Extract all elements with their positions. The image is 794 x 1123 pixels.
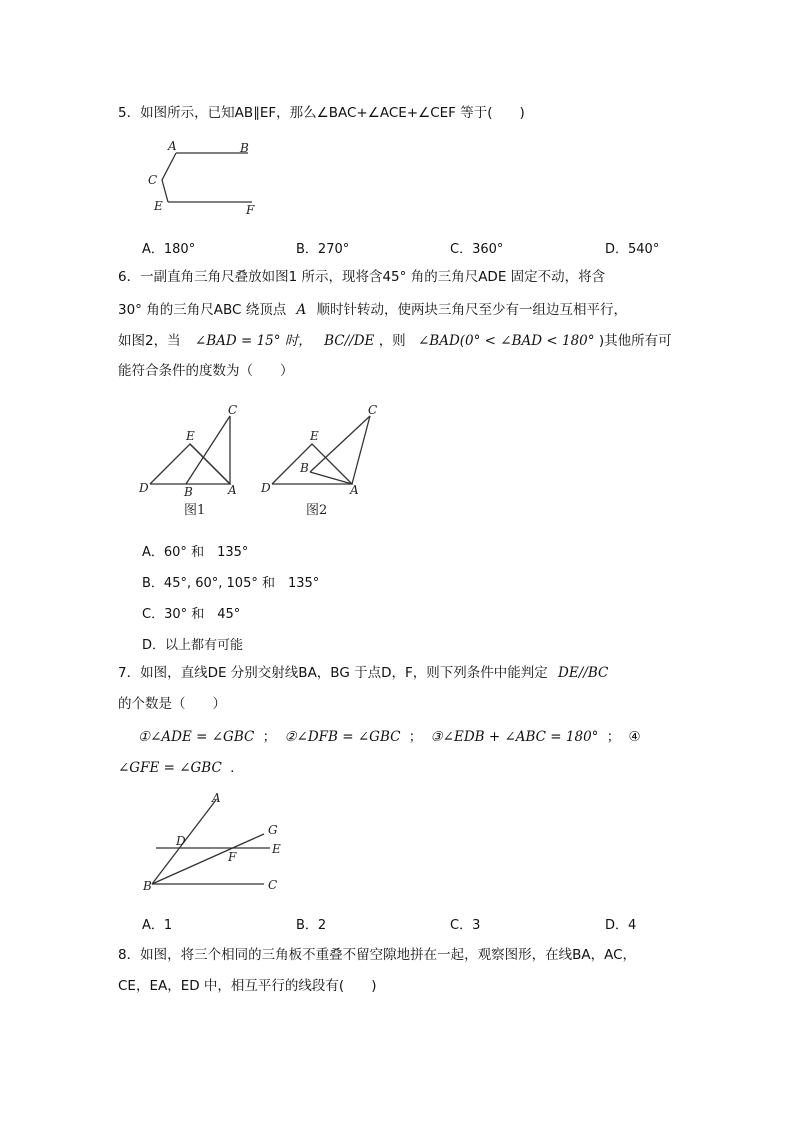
q6-line-3 — [118, 332, 672, 350]
q7-line-1 — [118, 664, 608, 682]
q5-stem: 5．如图所示，已知AB∥EF，那么∠BAC+∠ACE+∠CEF 等于( ) — [118, 105, 525, 121]
q6-line-2c: 顺时针转动，使两块三角尺至少有一组边互相平行， — [316, 302, 628, 318]
q6f1-label-d: D — [139, 481, 149, 495]
q7-figure — [138, 790, 298, 900]
q7-cond-4b: ∠GFE = ∠GBC — [118, 760, 222, 776]
q7-line-1a: 7．如图，直线DE 分别交射线BA，BG 于点D，F，则下列条件中能判定 — [118, 665, 548, 681]
q5-label-c: C — [148, 173, 158, 187]
q7-condition-4-cont — [118, 759, 234, 777]
q5-option-a: A．180° — [142, 242, 196, 257]
q6f2-label-a: A — [350, 483, 359, 497]
q6-figure-1 — [136, 400, 266, 520]
q7-period: . — [230, 760, 235, 776]
q7-cond-3: ③∠EDB + ∠ABC = 180° — [430, 729, 599, 745]
q6-line-3a: 如图2，当 — [118, 333, 181, 349]
q6-figure-2 — [258, 400, 388, 520]
q7-line-2: 的个数是（ ） — [118, 696, 226, 712]
q5-label-a: A — [168, 139, 177, 153]
q6-option-b: B．45°, 60°, 105° 和 135° — [142, 576, 320, 591]
q6f1-label-c: C — [228, 403, 238, 417]
q5-label-e: E — [154, 199, 163, 213]
q6f2-label-c: C — [368, 403, 378, 417]
q6f1-label-e: E — [186, 429, 195, 443]
q7-option-b: B．2 — [296, 918, 327, 933]
q6f2-label-d: D — [261, 481, 271, 495]
q5-label-b: B — [240, 141, 249, 155]
q6-line-2 — [118, 301, 627, 319]
q6f1-label-a: A — [228, 483, 237, 497]
q5-figure — [140, 138, 280, 228]
q7-label-e: E — [272, 842, 281, 856]
q6-angle-range: ∠BAD(0° < ∠BAD < 180° — [417, 333, 595, 349]
q6f1-label-b: B — [184, 485, 193, 499]
q6-fig2-caption: 图2 — [306, 503, 328, 518]
q7-parallel-de-bc: DE//BC — [558, 665, 609, 681]
q6-option-d: D．以上都有可能 — [142, 638, 244, 653]
q7-label-a: A — [212, 791, 221, 805]
q6-vertex-a: A — [296, 302, 307, 318]
q7-sep-3: ； — [606, 729, 621, 745]
q7-cond-4: ④ — [628, 729, 641, 745]
q7-option-c: C．3 — [450, 918, 481, 933]
q6-line-1: 6．一副直角三角尺叠放如图1 所示，现将含45° 角的三角尺ADE 固定不动，将含 — [118, 269, 606, 285]
q5-option-d: D．540° — [605, 242, 660, 257]
q7-label-f: F — [228, 850, 237, 864]
q6-option-a: A．60° 和 135° — [142, 545, 249, 560]
q6-line-3d: ，则 — [378, 333, 406, 349]
q7-option-d: D．4 — [605, 918, 637, 933]
q6f2-label-e: E — [310, 429, 319, 443]
q7-sep-1: ； — [262, 729, 277, 745]
q6-line-2a: 30° 角的三角尺ABC 绕顶点 — [118, 302, 287, 318]
q5-label-f: F — [246, 203, 255, 217]
q6-option-c: C．30° 和 45° — [142, 607, 241, 622]
q5-option-c: C．360° — [450, 242, 504, 257]
q6f2-label-b: B — [300, 461, 309, 475]
q8-line-1: 8．如图，将三个相同的三角板不重叠不留空隙地拼在一起，观察图形，在线BA，AC， — [118, 947, 637, 963]
q7-cond-1: ①∠ADE = ∠GBC — [138, 729, 255, 745]
q6-line-4: 能符合条件的度数为（ ） — [118, 363, 294, 379]
q8-line-2: CE，EA，ED 中，相互平行的线段有( ) — [118, 978, 377, 994]
q6-fig1-caption: 图1 — [184, 503, 206, 518]
q6-line-3f: )其他所有可 — [598, 333, 672, 349]
q7-option-a: A．1 — [142, 918, 173, 933]
q7-sep-2: ； — [408, 729, 423, 745]
q7-label-c: C — [268, 878, 278, 892]
q6-parallel-bc-de: BC//DE — [324, 333, 375, 349]
q6-angle-15: ∠BAD = 15° 时， — [194, 333, 312, 349]
q7-label-b: B — [143, 879, 152, 893]
q7-label-g: G — [268, 823, 278, 837]
q7-cond-2: ②∠DFB = ∠GBC — [284, 729, 401, 745]
q7-conditions — [138, 728, 641, 746]
q7-label-d: D — [176, 834, 186, 848]
q5-option-b: B．270° — [296, 242, 350, 257]
